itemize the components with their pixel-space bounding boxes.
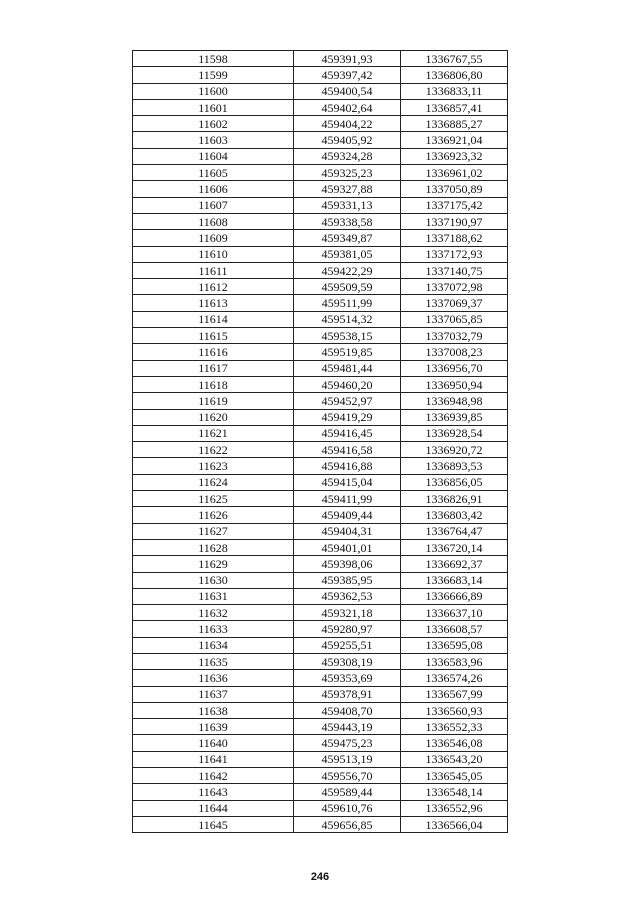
table-row [133, 393, 508, 409]
y-coordinate-cell: 1337065,85 [401, 311, 508, 327]
point-number-cell: 11601 [133, 99, 294, 115]
point-number-cell: 11624 [133, 474, 294, 490]
x-coordinate-cell: 459391,93 [294, 51, 401, 67]
point-number-cell: 11628 [133, 539, 294, 555]
y-coordinate-cell: 1337072,98 [401, 279, 508, 295]
point-number-cell: 11629 [133, 556, 294, 572]
table-row [133, 572, 508, 588]
x-coordinate-cell: 459422,29 [294, 262, 401, 278]
x-coordinate-cell: 459452,97 [294, 393, 401, 409]
point-number-cell: 11614 [133, 311, 294, 327]
x-coordinate-cell: 459397,42 [294, 67, 401, 83]
point-number-cell: 11644 [133, 800, 294, 816]
table-row [133, 181, 508, 197]
y-coordinate-cell: 1336552,96 [401, 800, 508, 816]
x-coordinate-cell: 459401,01 [294, 539, 401, 555]
table-row [133, 621, 508, 637]
y-coordinate-cell: 1336543,20 [401, 751, 508, 767]
table-row [133, 279, 508, 295]
point-number-cell: 11615 [133, 328, 294, 344]
y-coordinate-cell: 1336856,05 [401, 474, 508, 490]
y-coordinate-cell: 1336546,08 [401, 735, 508, 751]
table-row [133, 311, 508, 327]
y-coordinate-cell: 1337190,97 [401, 213, 508, 229]
table-row [133, 670, 508, 686]
y-coordinate-cell: 1336893,53 [401, 458, 508, 474]
table-row [133, 344, 508, 360]
table-row [133, 213, 508, 229]
point-number-cell: 11606 [133, 181, 294, 197]
y-coordinate-cell: 1336595,08 [401, 637, 508, 653]
x-coordinate-cell: 459411,99 [294, 491, 401, 507]
table-row [133, 442, 508, 458]
table-row [133, 816, 508, 832]
point-number-cell: 11623 [133, 458, 294, 474]
x-coordinate-cell: 459409,44 [294, 507, 401, 523]
table-row [133, 262, 508, 278]
y-coordinate-cell: 1336683,14 [401, 572, 508, 588]
point-number-cell: 11632 [133, 605, 294, 621]
y-coordinate-cell: 1336961,02 [401, 165, 508, 181]
point-number-cell: 11636 [133, 670, 294, 686]
table-row [133, 376, 508, 392]
x-coordinate-cell: 459475,23 [294, 735, 401, 751]
y-coordinate-cell: 1337050,89 [401, 181, 508, 197]
table-row [133, 556, 508, 572]
x-coordinate-cell: 459419,29 [294, 409, 401, 425]
table-row [133, 360, 508, 376]
table-row [133, 165, 508, 181]
table-row [133, 539, 508, 555]
table-row [133, 83, 508, 99]
table-row [133, 51, 508, 67]
y-coordinate-cell: 1336574,26 [401, 670, 508, 686]
point-number-cell: 11634 [133, 637, 294, 653]
point-number-cell: 11640 [133, 735, 294, 751]
table-row [133, 735, 508, 751]
point-number-cell: 11603 [133, 132, 294, 148]
table-row [133, 425, 508, 441]
x-coordinate-cell: 459255,51 [294, 637, 401, 653]
page-number: 246 [310, 871, 330, 883]
point-number-cell: 11638 [133, 702, 294, 718]
table-row [133, 230, 508, 246]
y-coordinate-cell: 1336552,33 [401, 719, 508, 735]
y-coordinate-cell: 1336939,85 [401, 409, 508, 425]
x-coordinate-cell: 459589,44 [294, 784, 401, 800]
point-number-cell: 11607 [133, 197, 294, 213]
x-coordinate-cell: 459405,92 [294, 132, 401, 148]
y-coordinate-cell: 1337188,62 [401, 230, 508, 246]
point-number-cell: 11611 [133, 262, 294, 278]
y-coordinate-cell: 1336764,47 [401, 523, 508, 539]
x-coordinate-cell: 459353,69 [294, 670, 401, 686]
coordinates-table-body [133, 51, 508, 833]
table-row [133, 116, 508, 132]
y-coordinate-cell: 1336566,04 [401, 816, 508, 832]
table-row [133, 784, 508, 800]
y-coordinate-cell: 1336921,04 [401, 132, 508, 148]
point-number-cell: 11619 [133, 393, 294, 409]
y-coordinate-cell: 1336923,32 [401, 148, 508, 164]
y-coordinate-cell: 1336928,54 [401, 425, 508, 441]
table-row [133, 246, 508, 262]
point-number-cell: 11642 [133, 768, 294, 784]
point-number-cell: 11625 [133, 491, 294, 507]
x-coordinate-cell: 459416,45 [294, 425, 401, 441]
table-row [133, 148, 508, 164]
point-number-cell: 11598 [133, 51, 294, 67]
x-coordinate-cell: 459481,44 [294, 360, 401, 376]
table-row [133, 653, 508, 669]
x-coordinate-cell: 459460,20 [294, 376, 401, 392]
point-number-cell: 11643 [133, 784, 294, 800]
x-coordinate-cell: 459338,58 [294, 213, 401, 229]
table-row [133, 605, 508, 621]
point-number-cell: 11613 [133, 295, 294, 311]
point-number-cell: 11618 [133, 376, 294, 392]
table-row [133, 328, 508, 344]
y-coordinate-cell: 1337175,42 [401, 197, 508, 213]
point-number-cell: 11599 [133, 67, 294, 83]
x-coordinate-cell: 459349,87 [294, 230, 401, 246]
x-coordinate-cell: 459656,85 [294, 816, 401, 832]
point-number-cell: 11616 [133, 344, 294, 360]
x-coordinate-cell: 459416,58 [294, 442, 401, 458]
x-coordinate-cell: 459519,85 [294, 344, 401, 360]
point-number-cell: 11622 [133, 442, 294, 458]
y-coordinate-cell: 1336720,14 [401, 539, 508, 555]
point-number-cell: 11600 [133, 83, 294, 99]
y-coordinate-cell: 1337140,75 [401, 262, 508, 278]
x-coordinate-cell: 459331,13 [294, 197, 401, 213]
y-coordinate-cell: 1336583,96 [401, 653, 508, 669]
y-coordinate-cell: 1336920,72 [401, 442, 508, 458]
table-row [133, 295, 508, 311]
x-coordinate-cell: 459280,97 [294, 621, 401, 637]
y-coordinate-cell: 1336637,10 [401, 605, 508, 621]
table-row [133, 719, 508, 735]
table-row [133, 409, 508, 425]
x-coordinate-cell: 459327,88 [294, 181, 401, 197]
x-coordinate-cell: 459324,28 [294, 148, 401, 164]
y-coordinate-cell: 1336548,14 [401, 784, 508, 800]
table-row [133, 751, 508, 767]
x-coordinate-cell: 459513,19 [294, 751, 401, 767]
coordinates-table [132, 50, 508, 833]
y-coordinate-cell: 1336767,55 [401, 51, 508, 67]
x-coordinate-cell: 459308,19 [294, 653, 401, 669]
point-number-cell: 11608 [133, 213, 294, 229]
point-number-cell: 11610 [133, 246, 294, 262]
x-coordinate-cell: 459385,95 [294, 572, 401, 588]
table-row [133, 507, 508, 523]
y-coordinate-cell: 1336692,37 [401, 556, 508, 572]
point-number-cell: 11626 [133, 507, 294, 523]
table-row [133, 523, 508, 539]
y-coordinate-cell: 1336545,05 [401, 768, 508, 784]
table-row [133, 637, 508, 653]
table-row [133, 686, 508, 702]
point-number-cell: 11605 [133, 165, 294, 181]
y-coordinate-cell: 1336826,91 [401, 491, 508, 507]
table-row [133, 99, 508, 115]
table-row [133, 588, 508, 604]
table-row [133, 67, 508, 83]
x-coordinate-cell: 459610,76 [294, 800, 401, 816]
point-number-cell: 11627 [133, 523, 294, 539]
x-coordinate-cell: 459362,53 [294, 588, 401, 604]
table-row [133, 800, 508, 816]
table-row [133, 474, 508, 490]
y-coordinate-cell: 1337032,79 [401, 328, 508, 344]
y-coordinate-cell: 1336666,89 [401, 588, 508, 604]
point-number-cell: 11604 [133, 148, 294, 164]
point-number-cell: 11621 [133, 425, 294, 441]
x-coordinate-cell: 459556,70 [294, 768, 401, 784]
table-row [133, 491, 508, 507]
point-number-cell: 11609 [133, 230, 294, 246]
table-row [133, 197, 508, 213]
y-coordinate-cell: 1336806,80 [401, 67, 508, 83]
y-coordinate-cell: 1336833,11 [401, 83, 508, 99]
point-number-cell: 11620 [133, 409, 294, 425]
y-coordinate-cell: 1336567,99 [401, 686, 508, 702]
table-row [133, 702, 508, 718]
point-number-cell: 11602 [133, 116, 294, 132]
x-coordinate-cell: 459378,91 [294, 686, 401, 702]
x-coordinate-cell: 459511,99 [294, 295, 401, 311]
y-coordinate-cell: 1336950,94 [401, 376, 508, 392]
y-coordinate-cell: 1336560,93 [401, 702, 508, 718]
y-coordinate-cell: 1336608,57 [401, 621, 508, 637]
y-coordinate-cell: 1336803,42 [401, 507, 508, 523]
y-coordinate-cell: 1336885,27 [401, 116, 508, 132]
y-coordinate-cell: 1336948,98 [401, 393, 508, 409]
x-coordinate-cell: 459509,59 [294, 279, 401, 295]
x-coordinate-cell: 459538,15 [294, 328, 401, 344]
x-coordinate-cell: 459408,70 [294, 702, 401, 718]
point-number-cell: 11612 [133, 279, 294, 295]
x-coordinate-cell: 459443,19 [294, 719, 401, 735]
point-number-cell: 11630 [133, 572, 294, 588]
point-number-cell: 11633 [133, 621, 294, 637]
x-coordinate-cell: 459321,18 [294, 605, 401, 621]
point-number-cell: 11631 [133, 588, 294, 604]
x-coordinate-cell: 459381,05 [294, 246, 401, 262]
x-coordinate-cell: 459404,22 [294, 116, 401, 132]
table-row [133, 458, 508, 474]
point-number-cell: 11617 [133, 360, 294, 376]
y-coordinate-cell: 1337069,37 [401, 295, 508, 311]
point-number-cell: 11635 [133, 653, 294, 669]
point-number-cell: 11641 [133, 751, 294, 767]
x-coordinate-cell: 459415,04 [294, 474, 401, 490]
x-coordinate-cell: 459325,23 [294, 165, 401, 181]
table-row [133, 768, 508, 784]
x-coordinate-cell: 459404,31 [294, 523, 401, 539]
x-coordinate-cell: 459402,64 [294, 99, 401, 115]
x-coordinate-cell: 459398,06 [294, 556, 401, 572]
point-number-cell: 11645 [133, 816, 294, 832]
point-number-cell: 11639 [133, 719, 294, 735]
y-coordinate-cell: 1336857,41 [401, 99, 508, 115]
y-coordinate-cell: 1336956,70 [401, 360, 508, 376]
x-coordinate-cell: 459514,32 [294, 311, 401, 327]
x-coordinate-cell: 459400,54 [294, 83, 401, 99]
x-coordinate-cell: 459416,88 [294, 458, 401, 474]
y-coordinate-cell: 1337172,93 [401, 246, 508, 262]
table-row [133, 132, 508, 148]
point-number-cell: 11637 [133, 686, 294, 702]
y-coordinate-cell: 1337008,23 [401, 344, 508, 360]
